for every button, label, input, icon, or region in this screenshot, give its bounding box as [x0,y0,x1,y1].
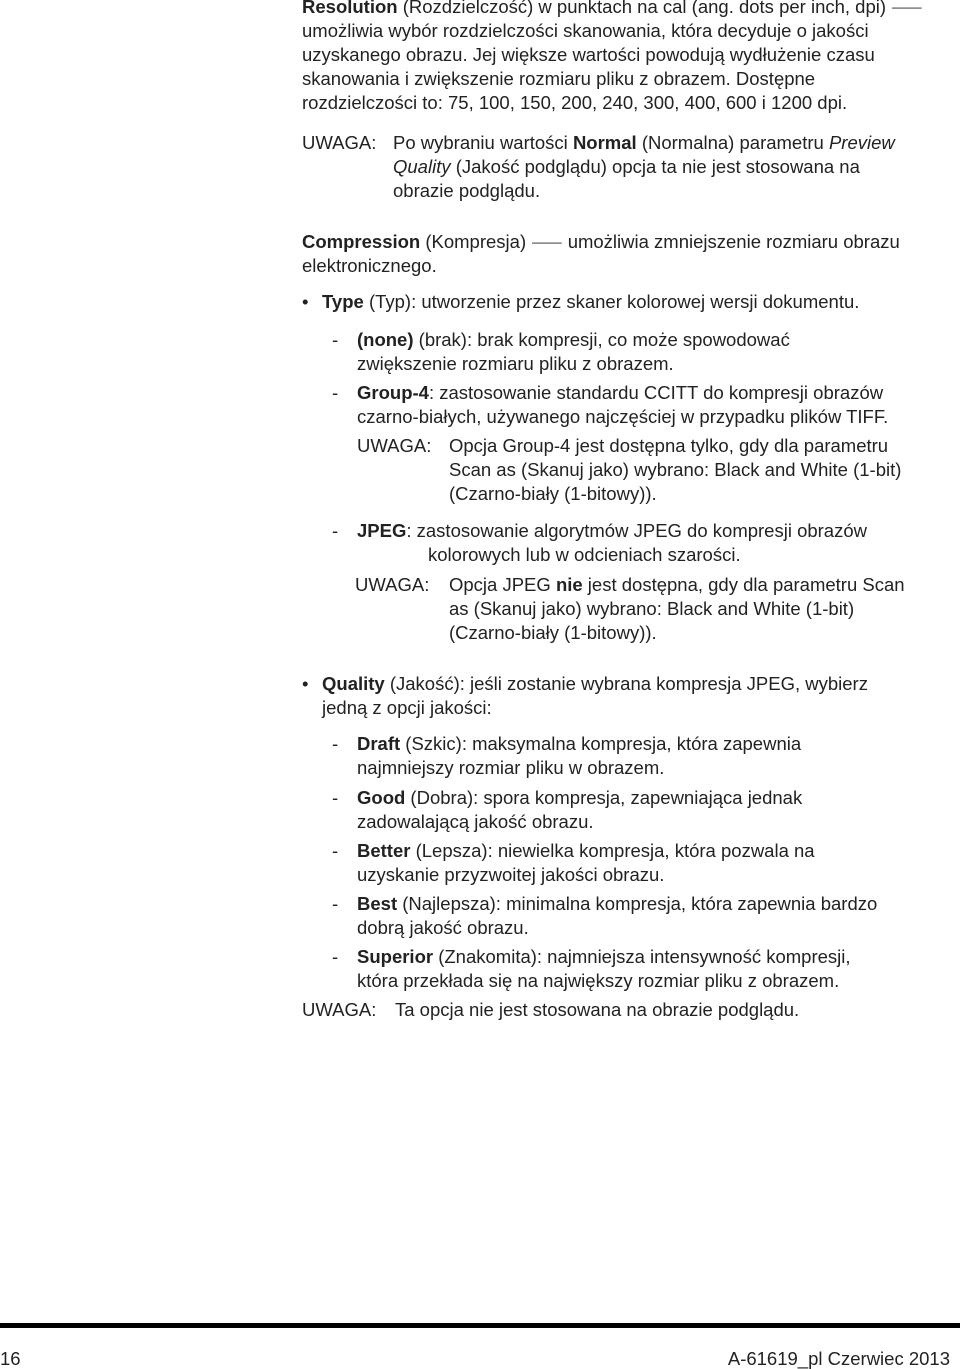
resolution-text-line: skanowania i zwiększenie rozmiaru pliku z obrazem. Dostępne [302,68,816,89]
compression-term: Compression [302,231,421,252]
dash-marker: - [332,329,339,350]
group4-term: Group-4 [357,382,429,403]
document-id: A-61619_pl Czerwiec 2013 [727,1348,950,1369]
option-text: najmniejszy rozmiar pliku w obrazem. [357,757,665,778]
note-italic-term: Quality [393,156,451,177]
type-text: (Typ): utworzenie przez skaner kolorowej wersji dokumentu. [363,291,860,312]
note-text: Ta opcja nie jest stosowana na obrazie podglądu. [395,999,800,1020]
note-text: Opcja Group-4 jest dostępna tylko, gdy dla parametru [449,435,889,456]
note-text: Po wybraniu wartości [393,132,573,153]
option-text: która przekłada się na największy rozmiar pliku z obrazem. [357,970,840,991]
note-text: obrazie podglądu. [393,180,541,201]
none-term: (none) [357,329,414,350]
note-label: UWAGA: [357,435,432,456]
compression-text: elektronicznego. [302,255,437,276]
note-text: (Czarno-biały (1-bitowy)). [449,622,657,643]
option-text: (Najlepsza): minimalna kompresja, która zapewnia bardzo [397,893,878,914]
option-text: (Dobra): spora kompresja, zapewniająca jednak [405,787,803,808]
option-text: (Lepsza): niewielka kompresja, która pozwala na [410,840,815,861]
superior-term: Superior [357,946,434,967]
note-quality-preview [302,998,799,1022]
note-label: UWAGA: [355,574,430,595]
note-bold-term: Normal [572,132,637,153]
footer-rule [0,1323,960,1328]
better-term: Better [357,840,411,861]
option-text: : zastosowanie standardu CCITT do kompresji obrazów [428,382,884,403]
resolution-text-line: umożliwia wybór rozdzielczości skanowania, która decyduje o jakości [302,20,869,41]
quality-text: jedną z opcji jakości: [322,697,492,718]
note-text: (Normalna) parametru [636,132,829,153]
note-text: jest dostępna, gdy dla parametru Scan [582,574,905,595]
resolution-paragraph [302,0,922,115]
dash-marker: - [332,733,339,754]
page-number: 16 [0,1348,21,1369]
note-italic-term: Preview [828,132,895,153]
resolution-text-line: (Rozdzielczość) w punktach na cal (ang. dots per inch, dpi) ⸺ [397,0,923,17]
option-text: : zastosowanie algorytmów JPEG do kompresji obrazów [406,520,867,541]
option-text: zwiększenie rozmiaru pliku z obrazem. [357,353,674,374]
note-text: (Czarno-biały (1-bitowy)). [449,483,657,504]
jpeg-term: JPEG [357,520,407,541]
dash-marker: - [332,893,339,914]
note-bold-term: nie [555,574,583,595]
resolution-text-line: rozdzielczości to: 75, 100, 150, 200, 240, 300, 400, 600 i 1200 dpi. [302,92,848,113]
bullet-icon: • [302,291,309,312]
dash-marker: - [332,840,339,861]
best-term: Best [357,893,398,914]
bullet-icon: • [302,673,309,694]
dash-marker: - [332,382,339,403]
note-text: as (Skanuj jako) wybrano: Black and White (1-bit) [449,598,855,619]
option-text: uzyskanie przyzwoitej jakości obrazu. [357,864,665,885]
draft-term: Draft [357,733,401,754]
resolution-term: Resolution [302,0,398,17]
option-text: (brak): brak kompresji, co może spowodować [413,329,790,350]
option-text: czarno-białych, używanego najczęściej w przypadku plików TIFF. [357,406,889,427]
note-text: (Jakość podglądu) opcja ta nie jest stosowana na [450,156,860,177]
option-text: (Znakomita): najmniejsza intensywność kompresji, [433,946,851,967]
option-text: kolorowych lub w odcieniach szarości. [428,544,741,565]
quality-text: (Jakość): jeśli zostanie wybrana kompresja JPEG, wybierz [384,673,868,694]
good-term: Good [357,787,406,808]
type-term: Type [322,291,364,312]
note-label: UWAGA: [302,999,377,1020]
dash-marker: - [332,520,339,541]
option-text: zadowalającą jakość obrazu. [357,811,594,832]
compression-text: (Kompresja) ⸺ umożliwia zmniejszenie rozmiaru obrazu [420,231,900,252]
resolution-text-line: uzyskanego obrazu. Jej większe wartości powodują wydłużenie czasu [302,44,875,65]
note-label: UWAGA: [302,132,377,153]
quality-term: Quality [322,673,385,694]
type-bullet-item [302,290,859,314]
option-text: dobrą jakość obrazu. [357,917,529,938]
compression-paragraph [302,230,900,278]
dash-marker: - [332,946,339,967]
dash-marker: - [332,787,339,808]
note-text: Opcja JPEG [449,574,556,595]
option-text: (Szkic): maksymalna kompresja, która zapewnia [400,733,802,754]
note-text: Scan as (Skanuj jako) wybrano: Black and White (1-bit) [449,459,902,480]
